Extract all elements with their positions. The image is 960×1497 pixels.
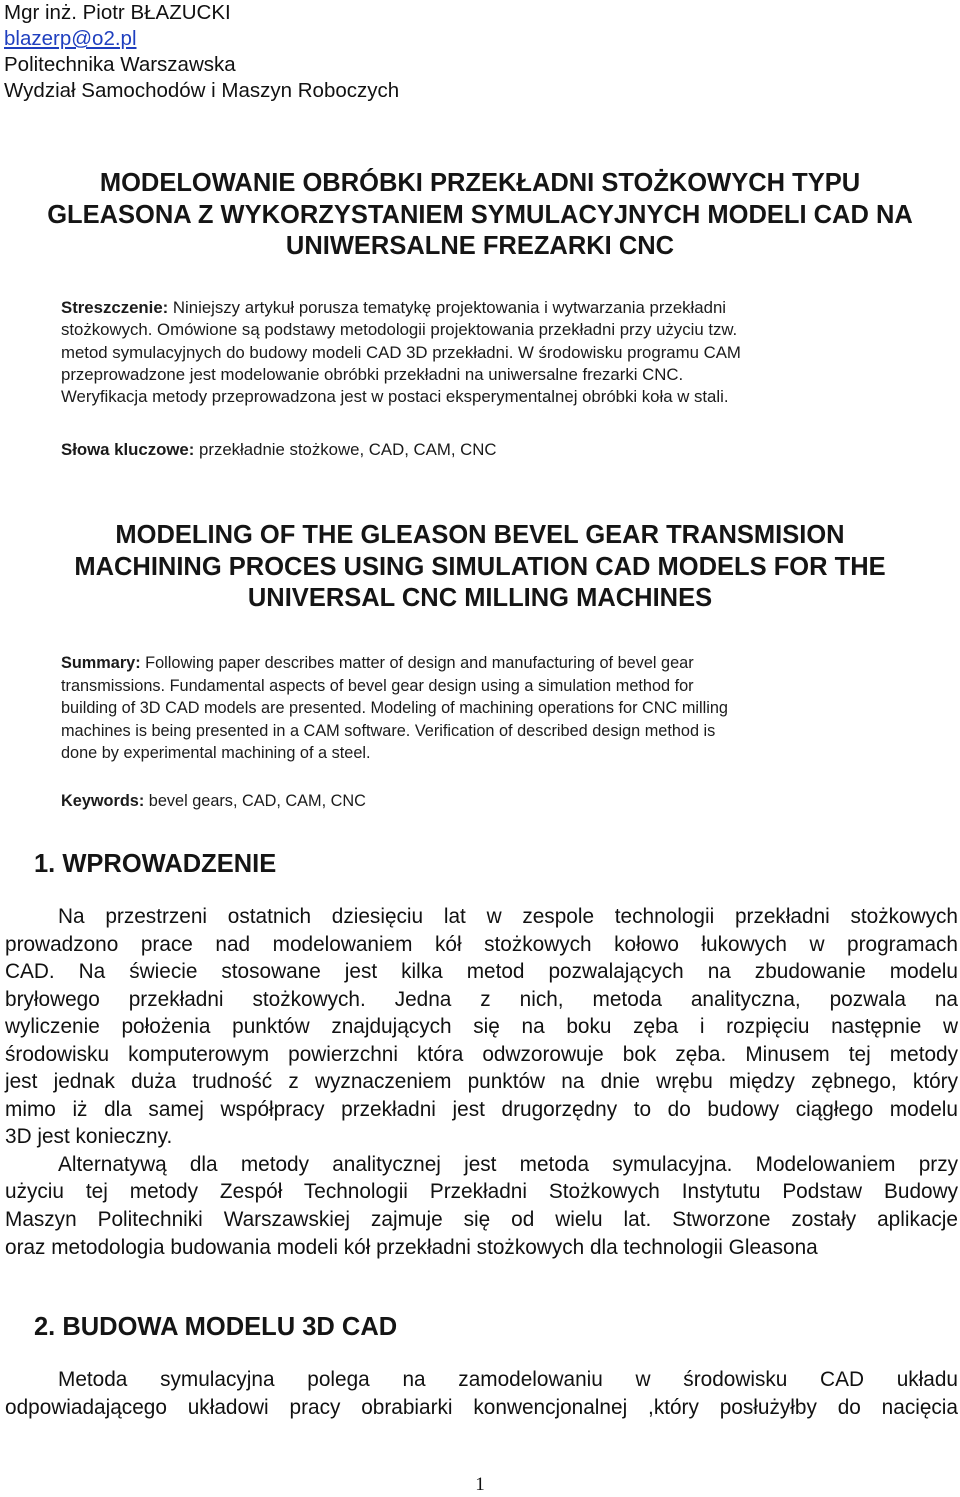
paragraph-line: oraz metodologia budowania modeli kół przekładni stożkowych dla technologii Gleasona [5,1235,818,1259]
title-polish [20,168,940,263]
title-line: MODELING OF THE GLEASON BEVEL GEAR TRANSMISION [115,521,845,549]
paragraph-line: odpowiadającego układowi pracy obrabiarki konwencjonalnej ,który posłużyłby do nacięcia [5,1395,958,1419]
abstract-line: machines is being presented in a CAM software. Verification of described design method is [61,721,716,740]
paragraph-line: Metoda symulacyjna polega na zamodelowaniu w środowisku CAD układu [58,1368,958,1391]
title-line: UNIVERSAL CNC MILLING MACHINES [247,584,713,612]
author-block [4,0,399,104]
paragraph-line: Alternatywą dla metody analitycznej jest metoda symulacyjna. Modelowaniem przy [58,1152,958,1176]
abstract-label: Summary: [61,654,141,672]
section-heading-cad-model: 2. BUDOWA MODELU 3D CAD [34,1313,398,1341]
paragraph-line: 3D jest konieczny. [5,1125,173,1149]
abstract-english [61,652,881,765]
abstract-line: stożkowych. Omówione są podstawy metodologii projektowania przekładni przy użyciu tzw. [61,320,738,340]
keywords-label: Keywords: [61,792,145,810]
keywords-label: Słowa kluczowe: [61,440,195,459]
abstract-line: Summary: Following paper describes matter of design and manufacturing of bevel gear [61,654,694,672]
title-english [20,520,940,615]
section1-paragraphs [5,903,958,1261]
paragraph-line: Na przestrzeni ostatnich dziesięciu lat w zespole technologii przekładni stożkowych [58,905,958,928]
abstract-line: Streszczenie: Niniejszy artykuł porusza tematykę projektowania i wytwarzania przekładni [61,298,727,317]
section-heading-introduction: 1. WPROWADZENIE [34,850,277,878]
author-email-link[interactable]: blazerp@o2.pl [4,27,137,50]
keywords-polish [61,439,881,461]
abstract-line: Weryfikacja metody przeprowadzona jest w postaci eksperymentalnej obróbki koła w stali. [61,387,729,407]
abstract-line: transmissions. Fundamental aspects of bevel gear design using a simulation method for [61,676,694,695]
abstract-label: Streszczenie: [61,298,169,317]
page-number: 1 [475,1474,485,1495]
abstract-line: przeprowadzone jest modelowanie obróbki przekładni na uniwersalne frezarki CNC. [61,364,684,384]
keywords-line: Keywords: bevel gears, CAD, CAM, CNC [61,792,366,810]
paragraph-line: Maszyn Politechniki Warszawskiej zajmuje się od wielu lat. Stworzone zostały aplikacje [5,1208,958,1232]
paragraph-line: bryłowego przekładni stożkowych. Jedna z nich, metoda analityczna, pozwala na [5,987,958,1011]
paragraph-line: mimo iż dla samej współpracy przekładni jest drugorzędny to do budowy ciągłego modelu [5,1097,958,1121]
author-name: Mgr inż. Piotr BŁAZUCKI [4,1,231,24]
title-line: MACHINING PROCES USING SIMULATION CAD MODELS FOR THE [74,552,886,581]
section2-paragraphs [5,1366,958,1421]
title-line: GLEASONA Z WYKORZYSTANIEM SYMULACYJNYCH MODELI CAD NA [47,200,913,229]
paragraph-line: użyciu tej metody Zespół Technologii Przekładni Stożkowych Instytutu Podstaw Budowy [5,1180,958,1204]
keywords-english [61,790,881,813]
paragraph-line: prowadzono prace nad modelowaniem kół stożkowych kołowo łukowych w programach [5,932,958,956]
keywords-line: Słowa kluczowe: przekładnie stożkowe, CAD, CAM, CNC [61,440,497,459]
abstract-line: building of 3D CAD models are presented. Modeling of machining operations for CNC milling [61,699,728,718]
author-institution: Politechnika Warszawska [4,53,236,76]
title-line: MODELOWANIE OBRÓBKI PRZEKŁADNI STOŻKOWYCH TYPU [99,169,861,197]
title-line: UNIWERSALNE FREZARKI CNC [285,232,675,260]
abstract-polish [61,297,881,408]
abstract-line: metod symulacyjnych do budowy modeli CAD 3D przekładni. W środowisku programu CAM [61,342,741,362]
paragraph-line: środowisku komputerowym powierzchni która odwzorowuje bok zęba. Minusem tej metody [5,1042,958,1066]
paragraph-line: CAD. Na świecie stosowane jest kilka metod pozwalających na zbudowanie modelu [5,960,958,984]
paragraph-line: jest jednak duża trudność z wyznaczeniem punktów na dnie wrębu między zębnego, który [5,1070,958,1094]
abstract-line: done by experimental machining of a steel. [61,744,371,763]
author-faculty: Wydział Samochodów i Maszyn Roboczych [4,79,400,102]
paragraph-line: wyliczenie położenia punktów znajdujących się na boku zęba i rozpięciu następnie w [5,1015,958,1039]
